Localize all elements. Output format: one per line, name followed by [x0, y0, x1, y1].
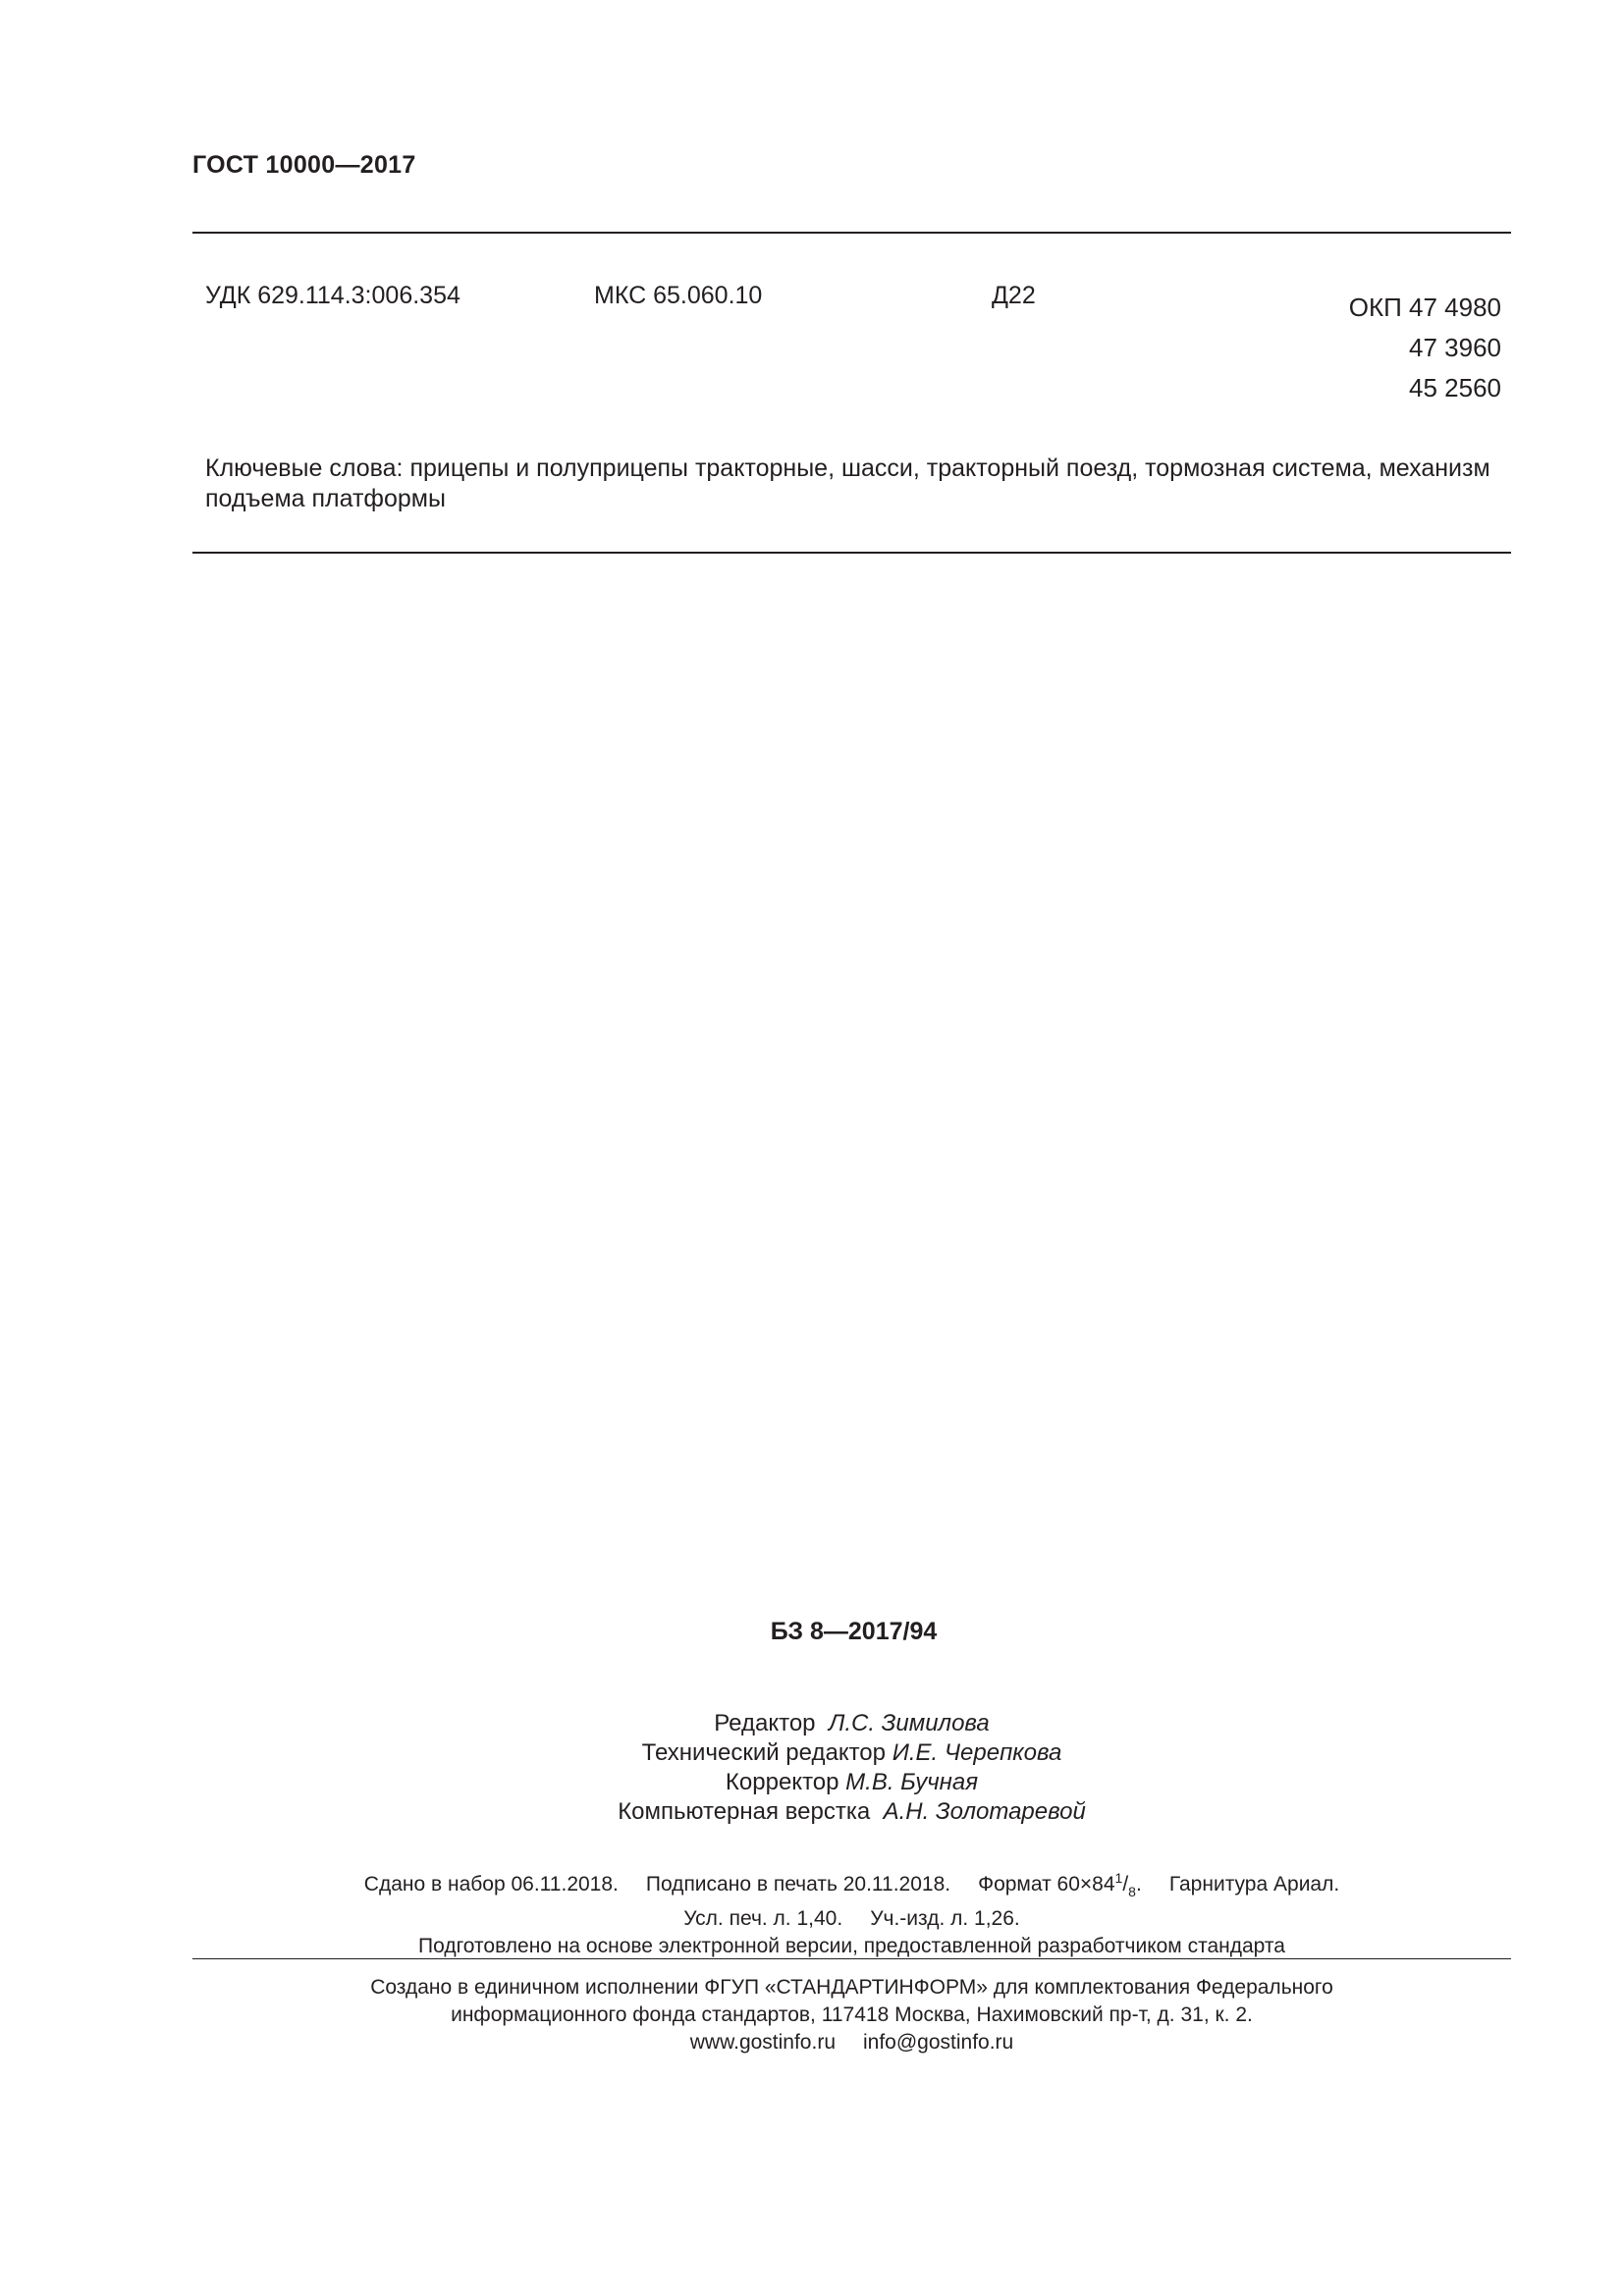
keywords-paragraph: Ключевые слова: прицепы и полуприцепы тракторные, шасси, тракторный поезд, тормозная система, механизм подъема платформы [205, 454, 1490, 512]
mks-code: МКС 65.060.10 [594, 282, 763, 309]
credit-name: А.Н. Золотаревой [883, 1798, 1086, 1825]
publisher-contacts [192, 2029, 1511, 2056]
bz-number-text: БЗ 8—2017/94 [770, 1618, 938, 1645]
email-link[interactable]: info@gostinfo.ru [863, 2031, 1014, 2054]
credits-block [192, 1709, 1511, 1827]
okp-code-3: 45 2560 [1409, 373, 1501, 402]
format-suffix: . [1135, 1873, 1142, 1896]
top-divider [192, 232, 1511, 234]
okp-code-2: 47 3960 [1409, 333, 1501, 362]
print-info-line-2 [192, 1905, 1511, 1933]
font-name: Гарнитура Ариал. [1168, 1873, 1340, 1896]
credit-name: М.В. Бучная [845, 1769, 979, 1795]
format-denominator: 8 [1128, 1884, 1136, 1899]
print-info-block [192, 1864, 1511, 1960]
credit-name: И.Е. Черепкова [892, 1739, 1062, 1766]
okp-codes [1349, 288, 1501, 408]
format-prefix: Формат 60×84 [978, 1873, 1115, 1896]
format-numerator: 1 [1114, 1870, 1123, 1886]
d-code: Д22 [992, 282, 1036, 309]
print-info-line-1 [192, 1864, 1511, 1905]
credit-name: Л.С. Зимилова [828, 1710, 990, 1736]
middle-divider [192, 552, 1511, 554]
credit-role: Технический редактор [641, 1739, 887, 1766]
submitted-date: Сдано в набор 06.11.2018. [363, 1873, 619, 1896]
okp-code-1: ОКП 47 4980 [1348, 293, 1501, 322]
credit-corrector [192, 1768, 1511, 1797]
credit-role: Редактор [714, 1710, 816, 1736]
publisher-block [192, 1974, 1511, 2056]
bz-number [192, 1618, 1511, 1646]
credit-layout [192, 1797, 1511, 1827]
bottom-divider [192, 1958, 1511, 1959]
usl-pech: Усл. печ. л. 1,40. [683, 1907, 843, 1930]
udk-code: УДК 629.114.3:006.354 [205, 282, 460, 309]
format: Формат $60\times 84^1/_8$. [978, 1870, 1142, 1899]
uch-izd: Уч.-изд. л. 1,26. [870, 1907, 1020, 1930]
credit-role: Корректор [725, 1769, 839, 1795]
publisher-line-1: Создано в единичном исполнении ФГУП «СТАНДАРТИНФОРМ» для комплектования Федерального [370, 1976, 1333, 1999]
signed-date: Подписано в печать 20.11.2018. [645, 1873, 951, 1896]
publisher-line-2: информационного фонда стандартов, 117418 Москва, Нахимовский пр-т, д. 31, к. 2. [451, 2003, 1253, 2026]
website-link[interactable]: www.gostinfo.ru [689, 2031, 836, 2054]
print-info-line-3: Подготовлено на основе электронной версии, предоставленной разработчиком стандарта [418, 1935, 1285, 1957]
standard-id-header: ГОСТ 10000—2017 [192, 151, 416, 179]
credit-tech-editor [192, 1738, 1511, 1768]
credit-editor [192, 1709, 1511, 1738]
credit-role: Компьютерная верстка [618, 1798, 871, 1825]
